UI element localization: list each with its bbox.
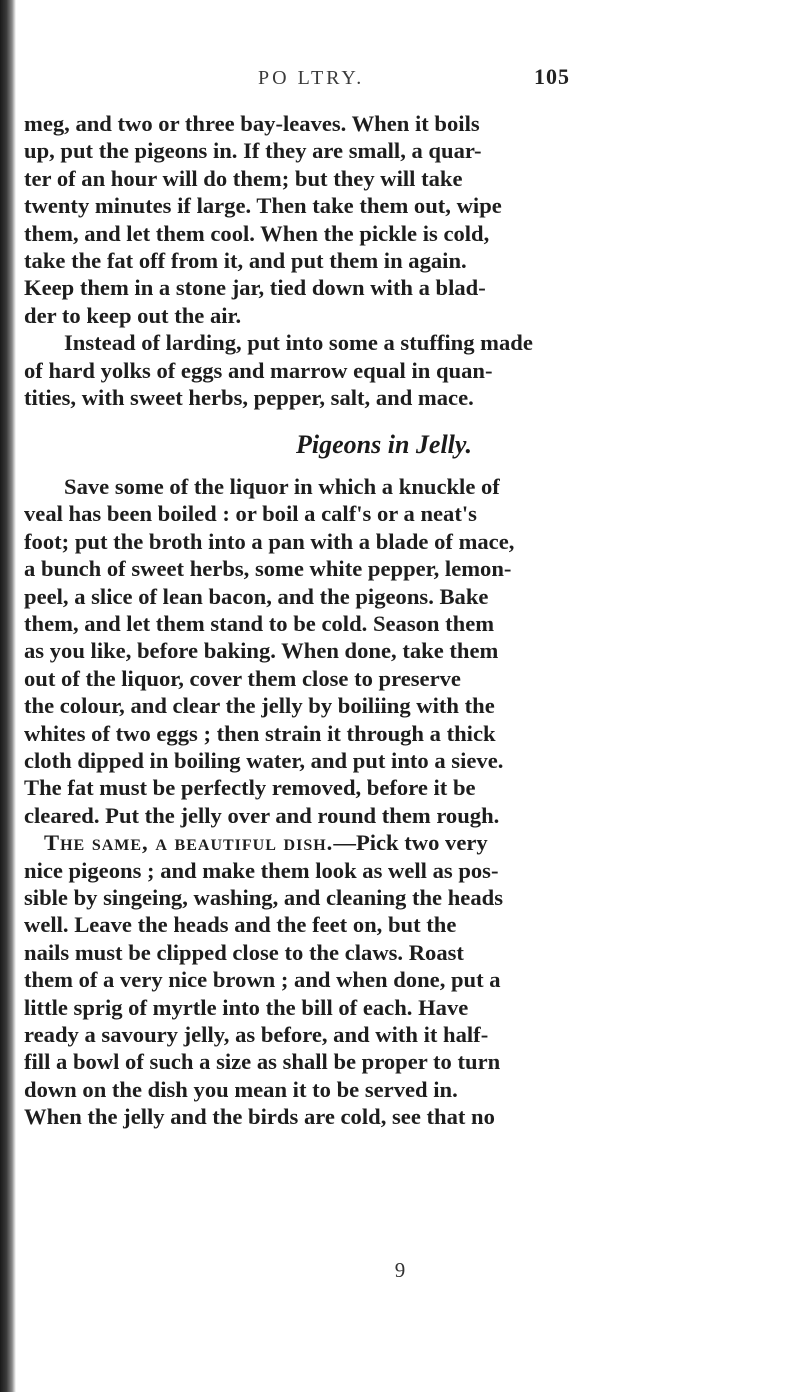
paragraph-pigeons-in-jelly xyxy=(24,473,744,829)
text-line: whites of two eggs ; then strain it through a thick xyxy=(24,720,496,746)
text-line xyxy=(24,829,744,856)
text-line: cloth dipped in boiling water, and put into a sieve. xyxy=(24,747,504,773)
section-heading: Pigeons in Jelly. xyxy=(296,430,472,460)
running-head xyxy=(258,64,570,90)
text-line: When the jelly and the birds are cold, see that no xyxy=(24,1104,495,1130)
text-line: them, and let them cool. When the pickle is cold, xyxy=(24,220,490,246)
text-line: down on the dish you mean it to be served in. xyxy=(24,1076,458,1102)
text-line: them of a very nice brown ; and when done, put a xyxy=(24,967,501,993)
text-line: little sprig of myrtle into the bill of each. Have xyxy=(24,994,469,1020)
text-line: take the fat off from it, and put them in again. xyxy=(24,248,467,274)
text-line: sible by singeing, washing, and cleaning the heads xyxy=(24,884,503,910)
text-line: of hard yolks of eggs and marrow equal in quan- xyxy=(24,357,493,383)
paragraph-stuffing xyxy=(24,329,744,411)
text-line: fill a bowl of such a size as shall be proper to turn xyxy=(24,1049,501,1075)
text-line: meg, and two or three bay-leaves. When it boils xyxy=(24,111,480,136)
signature-mark: 9 xyxy=(394,1258,406,1282)
text-line: der to keep out the air. xyxy=(24,302,242,328)
paragraph-pickle-continued xyxy=(24,110,744,329)
text-line: out of the liquor, cover them close to preserve xyxy=(24,665,461,691)
running-head-title: PO LTRY. xyxy=(258,67,365,89)
text-line: nice pigeons ; and make them look as well as pos- xyxy=(24,857,499,883)
text-line: nails must be clipped close to the claws. Roast xyxy=(24,939,464,965)
text-line: up, put the pigeons in. If they are small, a quar- xyxy=(24,138,482,164)
text-line: Instead of larding, put into some a stuffing made xyxy=(64,330,533,356)
text-line: as you like, before baking. When done, take them xyxy=(24,638,499,664)
text-line: a bunch of sweet herbs, some white pepper, lemon- xyxy=(24,556,512,582)
text-line: ready a savoury jelly, as before, and with it half- xyxy=(24,1022,489,1047)
text-line: tities, with sweet herbs, pepper, salt, and mace. xyxy=(24,385,474,411)
page-number: 105 xyxy=(534,64,570,89)
text-line: ter of an hour will do them; but they will take xyxy=(24,165,463,191)
text-line: veal has been boiled : or boil a calf's or a neat's xyxy=(24,501,477,527)
text-line: Save some of the liquor in which a knuckle of xyxy=(64,473,500,499)
text-line: Keep them in a stone jar, tied down with a blad- xyxy=(24,275,486,301)
text-line: them, and let them stand to be cold. Season them xyxy=(24,610,495,636)
text-line: well. Leave the heads and the feet on, but the xyxy=(24,912,457,938)
text-line: The fat must be perfectly removed, before it be xyxy=(24,775,476,801)
body-text xyxy=(24,110,744,1131)
lead-in: The same, a beautiful dish. xyxy=(44,830,334,856)
paragraph-beautiful-dish xyxy=(24,829,744,1130)
text-line: twenty minutes if large. Then take them out, wipe xyxy=(24,193,502,219)
lead-in-continuation: —Pick two very xyxy=(333,830,488,856)
text-line: peel, a slice of lean bacon, and the pigeons. Bake xyxy=(24,583,489,609)
text-line: foot; put the broth into a pan with a blade of mace, xyxy=(24,528,515,554)
text-line: cleared. Put the jelly over and round them rough. xyxy=(24,802,500,828)
text-line: the colour, and clear the jelly by boiliing with the xyxy=(24,693,495,719)
